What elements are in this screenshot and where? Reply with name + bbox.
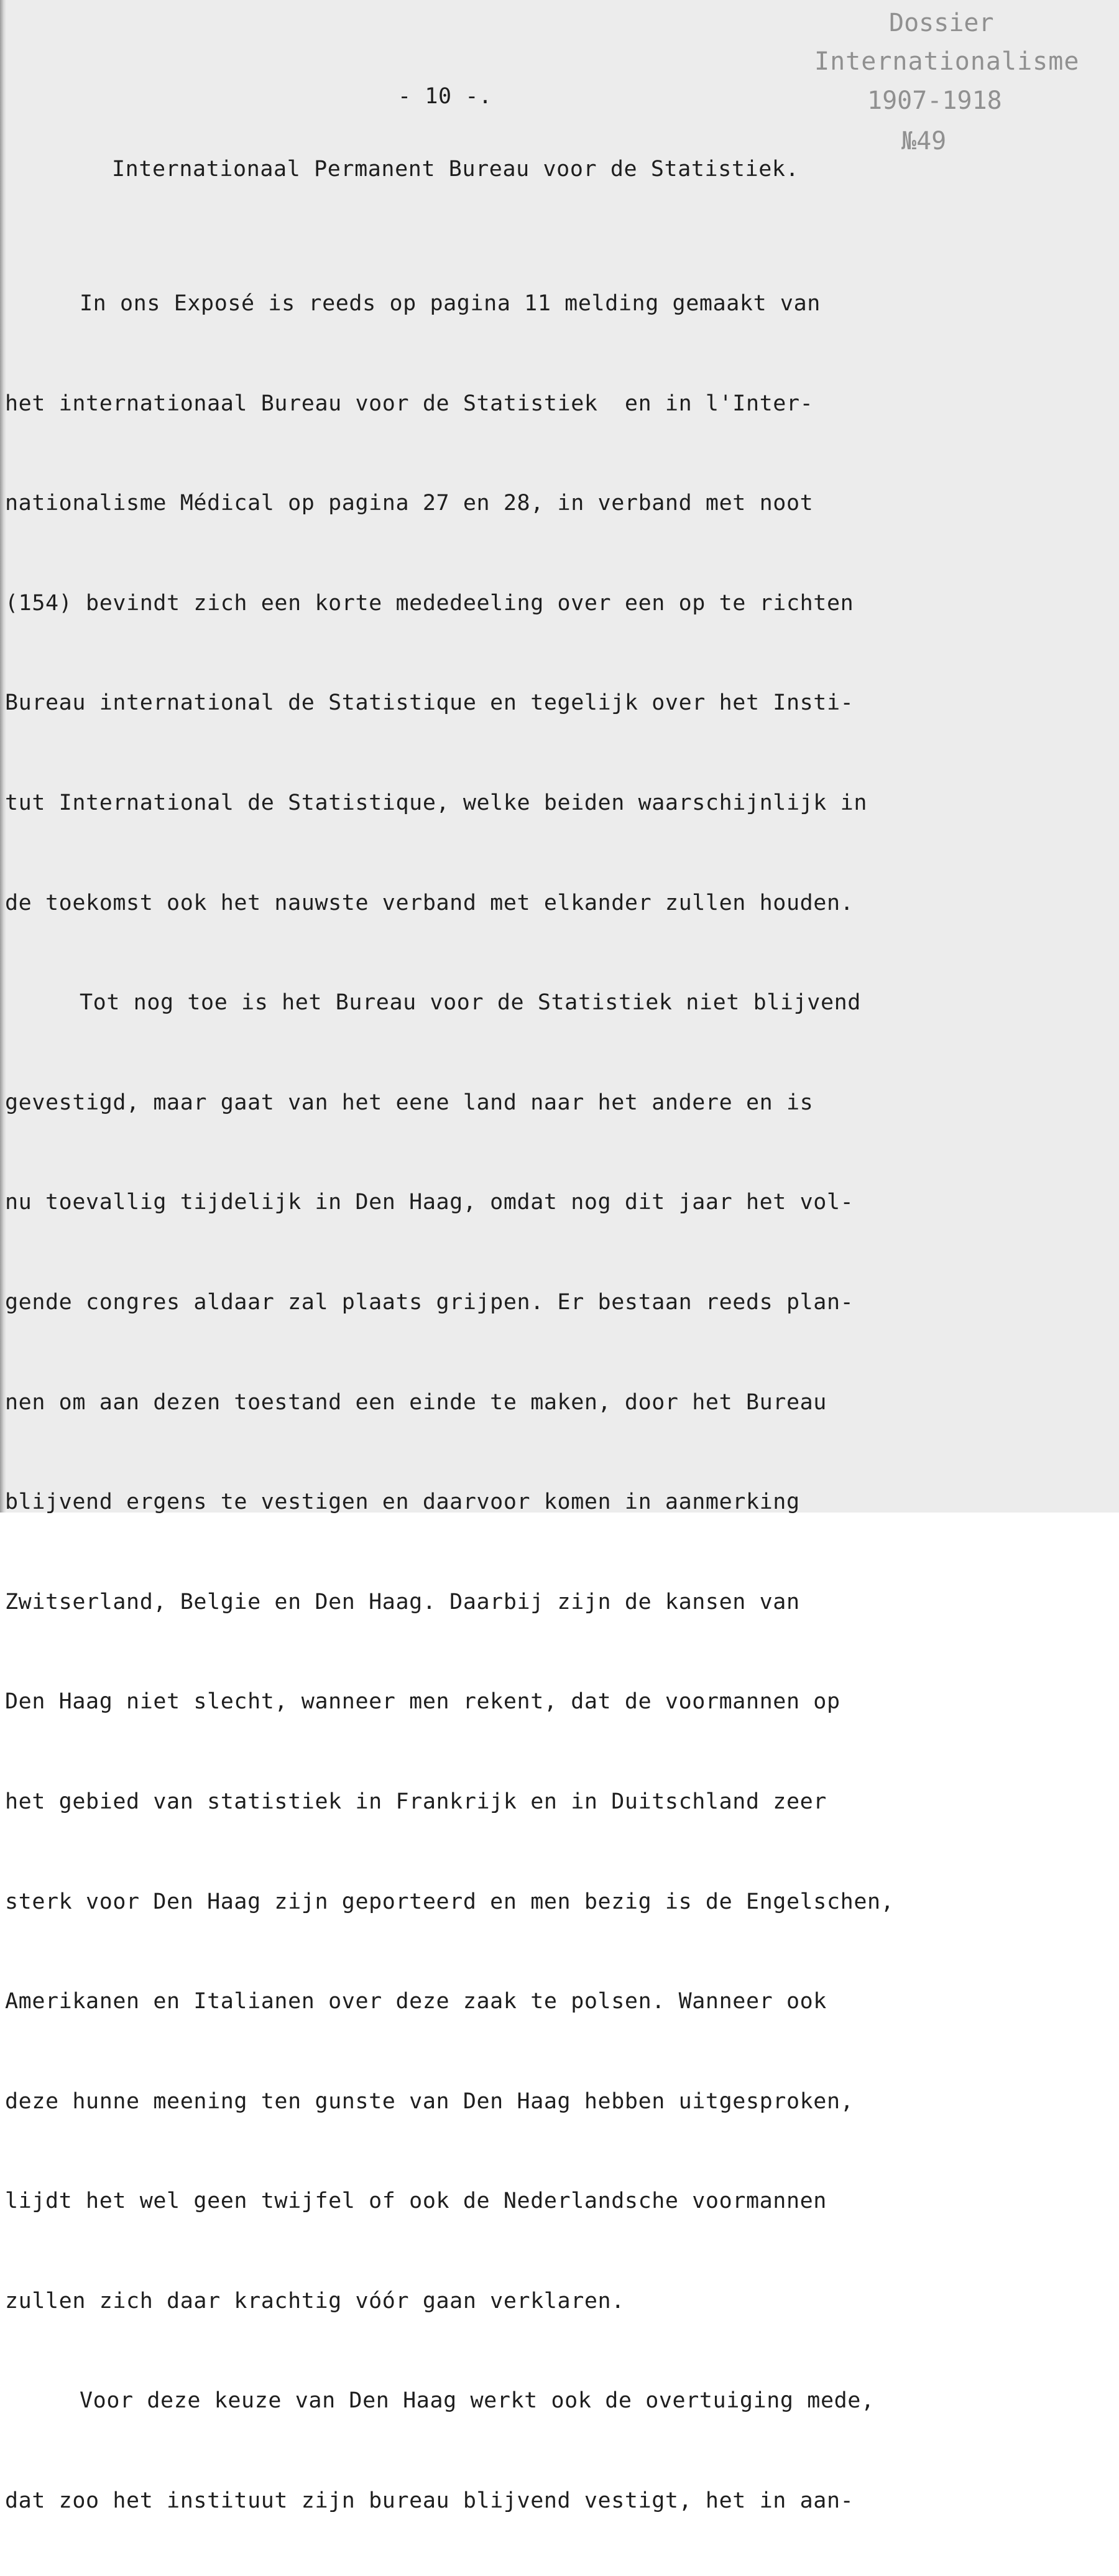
text-line: nationalisme Médical op pagina 27 en 28, in verband met noot — [5, 491, 814, 516]
stamp-line-topic: Internationalisme — [814, 47, 1080, 76]
stamp-line-number: №49 — [901, 127, 947, 155]
text-line: nen om aan dezen toestand een einde te maken, door het Bureau — [5, 1389, 827, 1415]
text-line: gevestigd, maar gaat van het eene land naar het andere en is — [5, 1090, 814, 1115]
text-line: Tot nog toe is het Bureau voor de Statistiek niet blijvend — [80, 990, 861, 1016]
text-line: dat zoo het instituut zijn bureau blijvend vestigt, het in aan- — [5, 2488, 854, 2514]
body-text — [5, 229, 1000, 2576]
text-line: het internationaal Bureau voor de Statistiek en in l'Inter- — [5, 391, 814, 416]
text-line: lijdt het wel geen twijfel of ook de Nederlandsche voormannen — [5, 2189, 827, 2214]
text-line: In ons Exposé is reeds op pagina 11 melding gemaakt van — [80, 291, 821, 316]
text-line: Bureau international de Statistique en tegelijk over het Insti- — [5, 690, 854, 716]
text-line: Zwitserland, Belgie en Den Haag. Daarbij zijn de kansen van — [5, 1589, 800, 1615]
text-line: deze hunne meening ten gunste van Den Haag hebben uitgesproken, — [5, 2088, 854, 2114]
text-line: gende congres aldaar zal plaats grijpen. Er bestaan reeds plan- — [5, 1289, 854, 1315]
text-line: Amerikanen en Italianen over deze zaak te polsen. Wanneer ook — [5, 1989, 827, 2014]
document-title: Internationaal Permanent Bureau voor de Statistiek. — [112, 157, 799, 182]
text-line: Den Haag niet slecht, wanneer men rekent, dat de voormannen op — [5, 1689, 840, 1715]
text-line: tut International de Statistique, welke beiden waarschijnlijk in — [5, 790, 867, 815]
text-line: zullen zich daar krachtig vóór gaan verklaren. — [5, 2288, 625, 2314]
text-line: de toekomst ook het nauwste verband met elkander zullen houden. — [5, 890, 854, 915]
text-line: nu toevallig tijdelijk in Den Haag, omdat nog dit jaar het vol- — [5, 1190, 854, 1215]
stamp-line-years: 1907-1918 — [867, 86, 1002, 115]
text-line: (154) bevindt zich een korte mededeeling over een op te richten — [5, 590, 854, 616]
page-number: - 10 -. — [398, 84, 492, 109]
text-line: blijvend ergens te vestigen en daarvoor komen in aanmerking — [5, 1490, 800, 1515]
text-line: het gebied van statistiek in Frankrijk en in Duitschland zeer — [5, 1789, 827, 1814]
text-line: sterk voor Den Haag zijn geporteerd en men bezig is de Engelschen, — [5, 1889, 895, 1914]
text-line: Voor deze keuze van Den Haag werkt ook de overtuiging mede, — [80, 2388, 875, 2414]
stamp-line-dossier: Dossier — [889, 9, 994, 37]
